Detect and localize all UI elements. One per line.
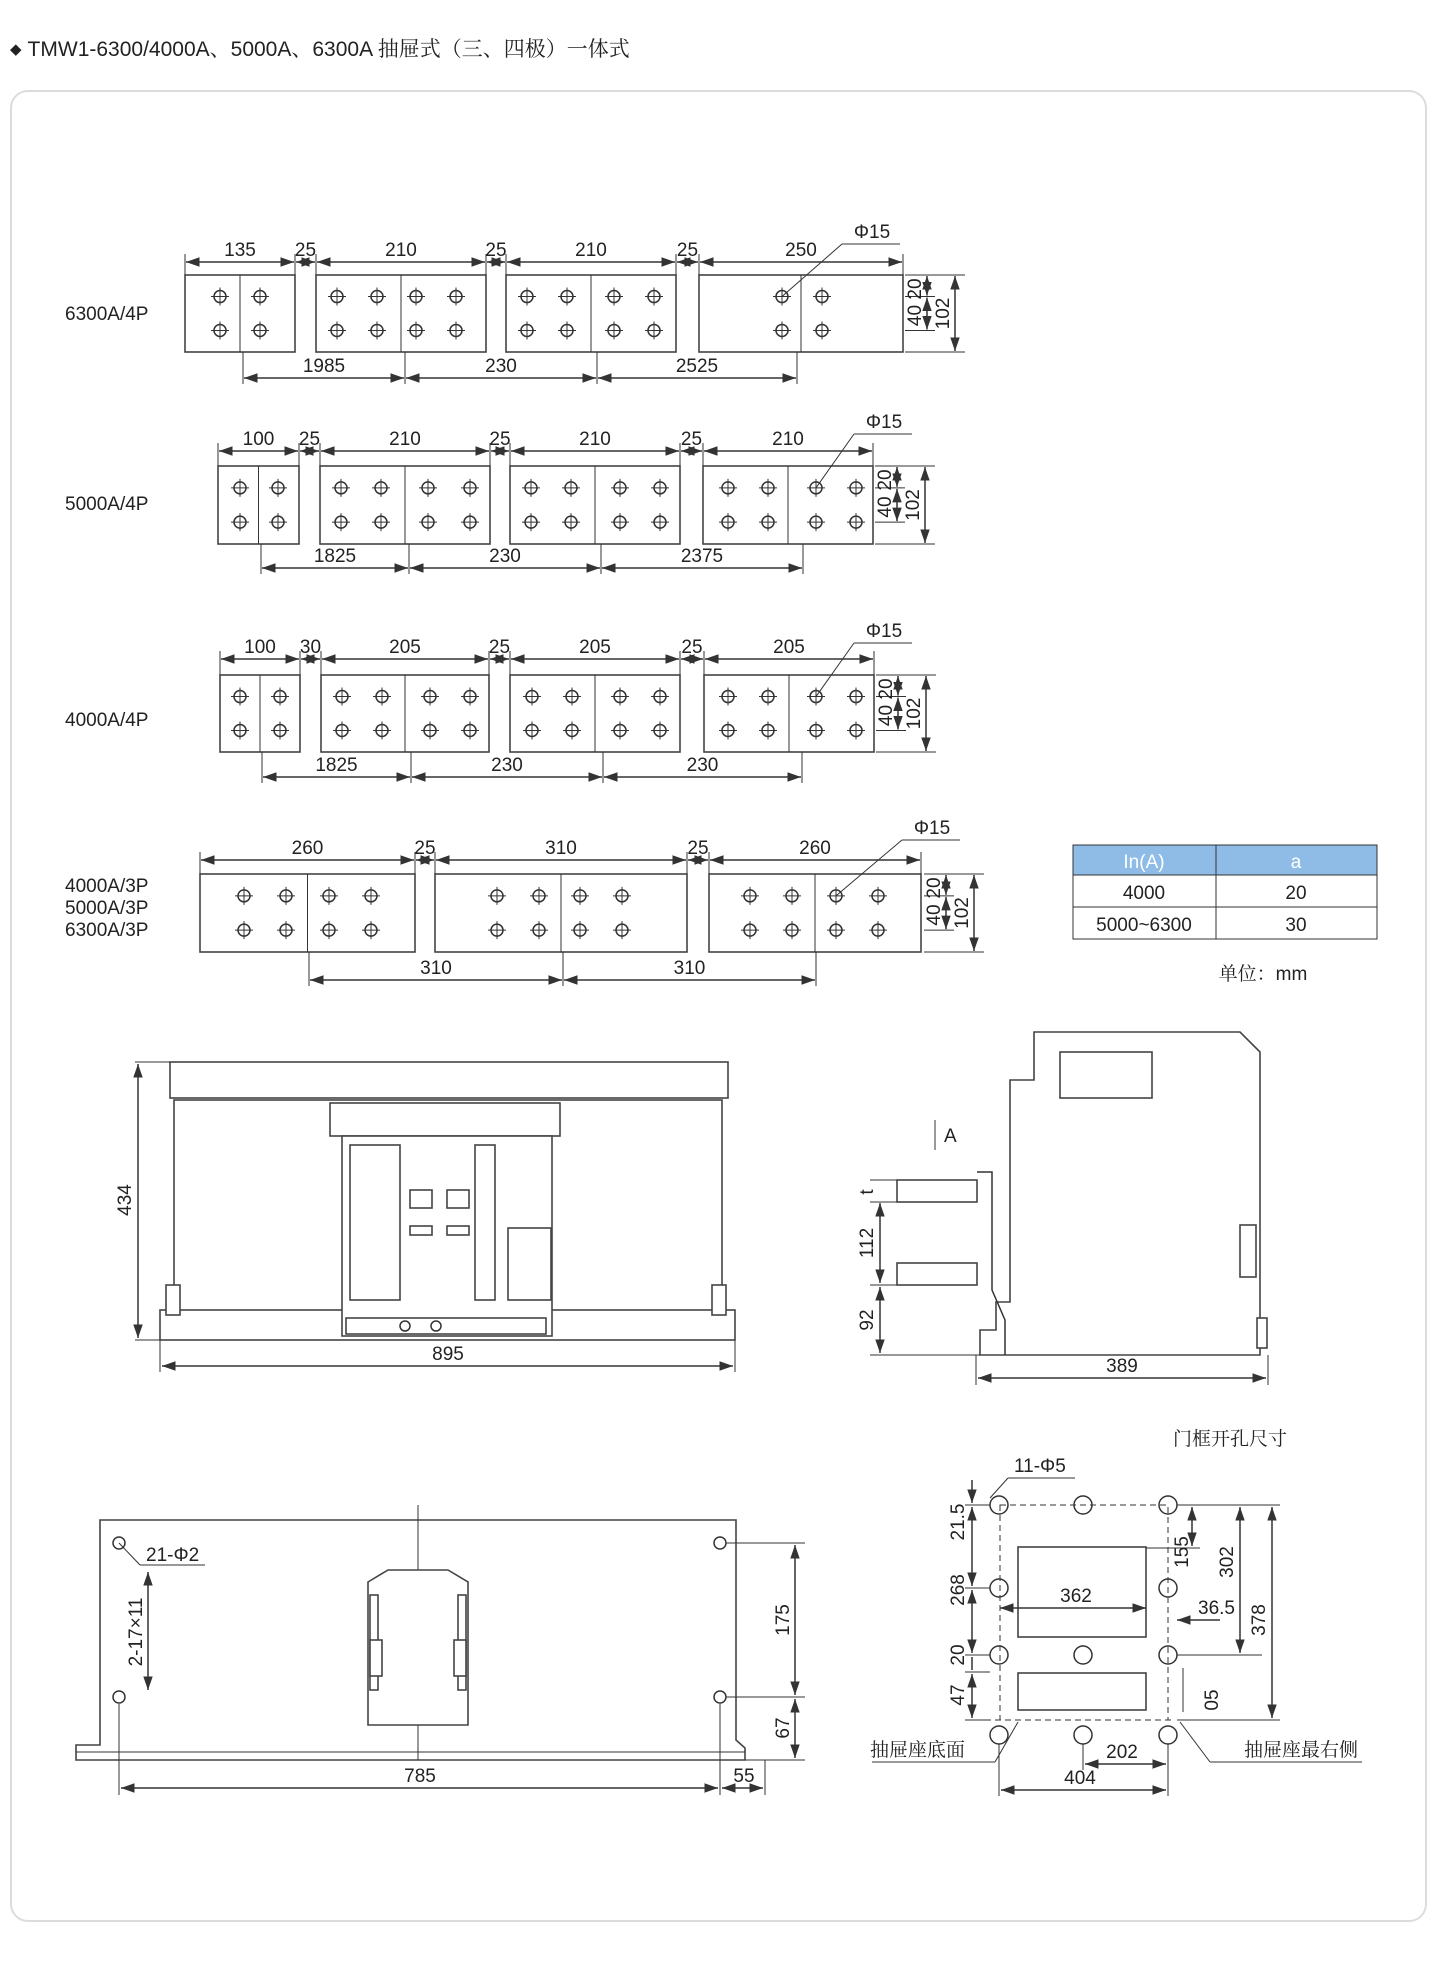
top-dimension: 210 bbox=[772, 429, 804, 450]
bottom-slot-label: 2-17×11 bbox=[126, 1597, 147, 1667]
top-dimension: 205 bbox=[579, 637, 611, 658]
door-left-dim: 268 bbox=[948, 1574, 969, 1606]
bottom-dimension: 2525 bbox=[675, 356, 719, 377]
top-dimension: 210 bbox=[575, 240, 607, 261]
bottom-dimension: 1985 bbox=[302, 356, 346, 377]
door-cutout-view bbox=[870, 1428, 1362, 1796]
bottom-view bbox=[76, 1505, 805, 1795]
table-header-a: a bbox=[1290, 852, 1302, 873]
label-drawer-rightmost: 抽屉座最右侧 bbox=[1244, 1740, 1359, 1761]
bottom-width-dim: 785 bbox=[404, 1766, 436, 1787]
busbar-rows bbox=[65, 222, 984, 986]
door-holes-label: 11-Φ5 bbox=[1014, 1456, 1066, 1477]
side-dim-t: t bbox=[857, 1189, 878, 1195]
bottom-dimension: 310 bbox=[420, 958, 452, 979]
top-dimension: 260 bbox=[799, 838, 831, 859]
hole-diameter-label: Φ15 bbox=[865, 621, 903, 642]
front-height-dim: 434 bbox=[115, 1184, 136, 1216]
side-dim-112: 112 bbox=[857, 1227, 878, 1259]
right-dimension: 102 bbox=[903, 489, 924, 521]
top-dimension: 25 bbox=[488, 637, 511, 658]
top-dimension: 100 bbox=[244, 637, 276, 658]
top-dimension: 205 bbox=[389, 637, 421, 658]
bottom-dimension: 230 bbox=[485, 356, 517, 377]
units-note: 单位：mm bbox=[1218, 964, 1308, 985]
top-dimension: 210 bbox=[385, 240, 417, 261]
door-width-dim: 404 bbox=[1064, 1768, 1096, 1789]
top-dimension: 25 bbox=[676, 240, 699, 261]
top-dimension: 25 bbox=[489, 429, 511, 450]
right-dimension: 40 bbox=[924, 904, 945, 926]
right-dimension: 102 bbox=[904, 697, 925, 730]
row-label: 6300A/4P bbox=[65, 304, 149, 325]
row-label: 4000A/4P bbox=[65, 710, 149, 731]
top-dimension: 25 bbox=[485, 240, 507, 261]
page-title-text: TMW1-6300/4000A、5000A、6300A 抽屉式（三、四极）一体式 bbox=[27, 38, 630, 61]
current-table bbox=[1073, 845, 1377, 985]
hole-diameter-label: Φ15 bbox=[865, 412, 903, 433]
front-view bbox=[115, 1062, 735, 1372]
top-dimension: 250 bbox=[785, 240, 817, 261]
front-width-dim: 895 bbox=[432, 1344, 464, 1365]
door-left-dim: 47 bbox=[948, 1684, 969, 1706]
side-width-dim: 389 bbox=[1106, 1356, 1138, 1377]
bottom-dim-175: 175 bbox=[773, 1604, 794, 1636]
label-drawer-bottom: 抽屉座底面 bbox=[870, 1740, 966, 1761]
door-right-dim: 05 bbox=[1202, 1689, 1223, 1711]
table-cell: 30 bbox=[1285, 915, 1307, 936]
table-cell: 4000 bbox=[1122, 883, 1166, 904]
top-dimension: 205 bbox=[773, 637, 805, 658]
door-left-dim: 20 bbox=[948, 1644, 969, 1666]
right-dimension: 102 bbox=[952, 897, 973, 929]
table-header-current: In(A) bbox=[1123, 852, 1165, 873]
top-dimension: 310 bbox=[545, 838, 577, 859]
bottom-offset-dim: 55 bbox=[733, 1766, 755, 1787]
door-right-dim: 155 bbox=[1172, 1536, 1193, 1568]
row-label: 5000A/3P bbox=[65, 898, 149, 919]
right-dimension: 40 bbox=[875, 496, 896, 518]
top-dimension: 25 bbox=[298, 429, 321, 450]
right-dimension: 20 bbox=[924, 877, 945, 899]
hole-diameter-label: Φ15 bbox=[913, 818, 951, 839]
top-dimension: 210 bbox=[389, 429, 421, 450]
right-dimension: 40 bbox=[876, 704, 897, 727]
door-right-dim: 378 bbox=[1249, 1604, 1270, 1636]
bottom-dimension: 2375 bbox=[680, 546, 724, 567]
door-right-dim: 302 bbox=[1217, 1546, 1238, 1578]
side-view bbox=[857, 1032, 1268, 1385]
row-label: 5000A/4P bbox=[65, 494, 149, 515]
top-dimension: 100 bbox=[242, 429, 275, 450]
top-dimension: 260 bbox=[291, 838, 324, 859]
bottom-dimension: 1825 bbox=[315, 755, 358, 776]
top-dimension: 30 bbox=[299, 637, 322, 658]
top-dimension: 25 bbox=[680, 429, 703, 450]
right-dimension: 20 bbox=[875, 469, 896, 491]
top-dimension: 135 bbox=[224, 240, 256, 261]
bottom-dimension: 230 bbox=[489, 546, 521, 567]
top-dimension: 25 bbox=[294, 240, 317, 261]
door-inner-dim: 202 bbox=[1106, 1742, 1138, 1763]
right-dimension: 40 bbox=[905, 304, 926, 327]
hole-diameter-label: Φ15 bbox=[853, 222, 891, 243]
right-dimension: 20 bbox=[876, 678, 897, 700]
bottom-dimension: 230 bbox=[686, 755, 719, 776]
bottom-dim-67: 67 bbox=[773, 1717, 794, 1739]
door-cutout-title: 门框开孔尺寸 bbox=[1172, 1429, 1288, 1450]
side-dim-92: 92 bbox=[857, 1309, 878, 1331]
door-inner-dim: 362 bbox=[1060, 1586, 1092, 1607]
right-dimension: 102 bbox=[933, 297, 954, 330]
top-dimension: 25 bbox=[414, 838, 436, 859]
table-cell: 20 bbox=[1285, 883, 1307, 904]
bullet-icon: ◆ bbox=[10, 41, 22, 58]
door-right-dim: 36.5 bbox=[1198, 1598, 1235, 1619]
bottom-dimension: 310 bbox=[673, 958, 706, 979]
bottom-dimension: 1825 bbox=[313, 546, 357, 567]
row-label: 6300A/3P bbox=[65, 920, 149, 941]
door-left-dim: 21.5 bbox=[948, 1503, 969, 1541]
row-label: 4000A/3P bbox=[65, 876, 149, 897]
table-cell: 5000~6300 bbox=[1096, 915, 1192, 936]
top-dimension: 25 bbox=[681, 637, 703, 658]
top-dimension: 25 bbox=[687, 838, 709, 859]
top-dimension: 210 bbox=[579, 429, 611, 450]
bottom-holes-label: 21-Φ2 bbox=[146, 1545, 200, 1566]
side-marker-a: A bbox=[944, 1126, 957, 1147]
right-dimension: 20 bbox=[905, 278, 926, 300]
bottom-dimension: 230 bbox=[491, 755, 523, 776]
